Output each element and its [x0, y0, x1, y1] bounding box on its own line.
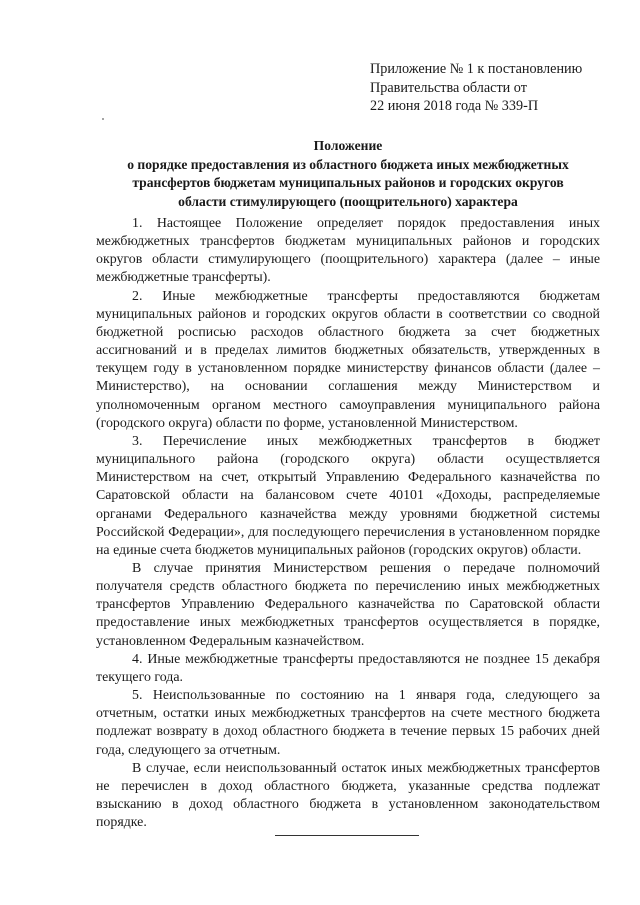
document-body: [96, 215, 600, 832]
title-line-2: о порядке предоставления из областного бюджета иных межбюджетных: [127, 156, 569, 172]
paragraph-3-continued: В случае принятия Министерством решения о передаче полномочий получателя средств областного бюджета по перечислению иных межбюджетных трансфертов Управлению Федерального казначейства по Саратовской области предоставление иных межбюджетных трансфертов осуществляется в порядке, установленном Федеральным казначейством.: [96, 560, 600, 649]
appendix-line-1: Приложение № 1 к постановлению: [370, 61, 583, 77]
document-title: [96, 137, 600, 211]
scan-speck: [102, 118, 104, 120]
appendix-line-2: Правительства области от: [370, 79, 527, 96]
title-line-3: трансфертов бюджетам муниципальных районов и городских округов: [132, 175, 564, 191]
paragraph-5: 5. Неиспользованные по состоянию на 1 января года, следующего за отчетным, остатки иных межбюджетных трансфертов на счете местного бюджета подлежат возврату в доход областного бюджета в течение первых 15 рабочих дней года, следующего за отчетным.: [96, 688, 600, 758]
paragraph-2: 2. Иные межбюджетные трансферты предоставляются бюджетам муниципальных районов и городских округов области в соответствии со сводной бюджетной росписью расходов областного бюджета за счет бюджетных ассигнований и в пределах лимитов бюджетных обязательств, утвержденных в текущем году в установленном порядке министерству финансов области (далее – Министерство), на основании соглашения между Министерством и уполномоченным органом местного самоуправления муниципального района (городского округа) области по форме, установленной Министерством.: [96, 288, 600, 431]
appendix-line-3: 22 июня 2018 года № 339-П: [370, 98, 539, 114]
paragraph-3: 3. Перечисление иных межбюджетных трансфертов в бюджет муниципального района (городского округа) области осуществляется Министерством на счет, открытый Управлению Федерального казначейства по Саратовской области на балансовом счете 40101 «Доходы, распределяемые органами Федерального казначейства между уровнями бюджетной системы Российской Федерации», для последующего перечисления в установленном порядке на единые счета бюджетов муниципальных районов (городских округов) области.: [96, 433, 600, 558]
paragraph-1: 1. Настоящее Положение определяет порядок предоставления иных межбюджетных трансфертов бюджетам муниципальных районов и городских округов области стимулирующего (поощрительного) характера (далее – иные межбюджетные трансферты).: [96, 216, 600, 286]
title-line-4: области стимулирующего (поощрительного) характера: [178, 193, 518, 209]
appendix-header: [370, 60, 620, 116]
closing-divider: [275, 835, 419, 836]
paragraph-5-continued: В случае, если неиспользованный остаток иных межбюджетных трансфертов не перечислен в доход областного бюджета, указанные средства подлежат взысканию в доход областного бюджета в установленном законодательством порядке.: [96, 760, 600, 831]
paragraph-4: 4. Иные межбюджетные трансферты предоставляются не позднее 15 декабря текущего года.: [96, 651, 600, 685]
title-line-1: Положение: [313, 138, 383, 153]
